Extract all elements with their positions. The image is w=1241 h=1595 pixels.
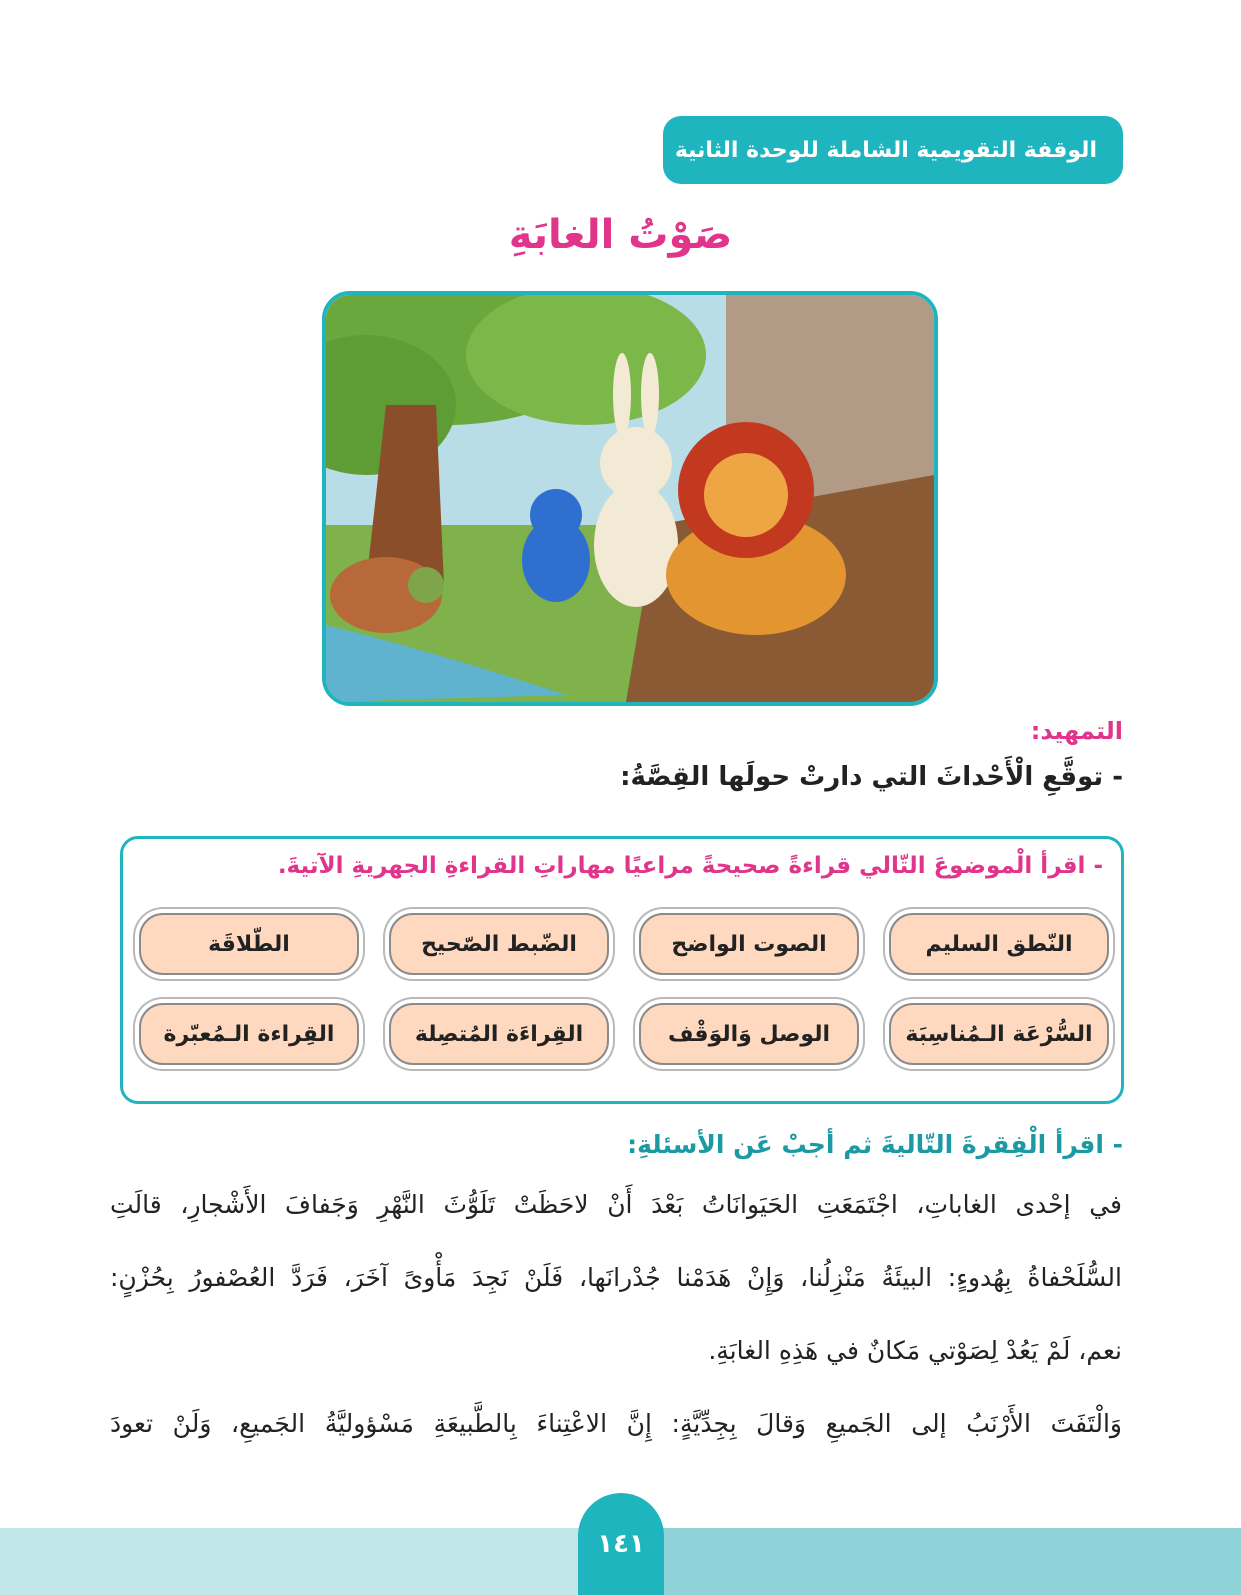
skill-item: النّطق السليم — [889, 913, 1109, 975]
skill-item: السُّرْعَة الـمُناسِبَة — [889, 1003, 1109, 1065]
skill-item: الطّلاقَة — [139, 913, 359, 975]
reading-instruction: - اقرأ الْفِقرةَ التّاليةَ ثم أجبْ عَن الأسئلةِ: — [627, 1130, 1123, 1159]
skills-instruction: - اقرأ الْموضوعَ التّالي قراءةً صحيحةً مراعيًا مهاراتِ القراءةِ الجهريةِ الآتيةَ. — [277, 853, 1103, 879]
skill-item: الصوت الواضح — [639, 913, 859, 975]
story-paragraph-line: في إحْدى الغاباتِ، اجْتَمَعَتِ الحَيَوانَاتُ بَعْدَ أَنْ لاحَظَتْ تَلَوُّثَ النَّهْرِ وَجَفافَ الأَشْجارِ، قالَتِ — [110, 1190, 1122, 1219]
unit-banner — [663, 116, 1123, 184]
skill-item: الوصل وَالوَقْف — [639, 1003, 859, 1065]
lesson-title: صَوْتُ الغابَةِ — [508, 212, 733, 258]
story-paragraph-line: نعم، لَمْ يَعُدْ لِصَوْتي مَكانٌ في هَذِهِ الغابَةِ. — [708, 1336, 1122, 1365]
skill-item: القِراءة الـمُعبّرة — [139, 1003, 359, 1065]
page-number: ١٤١ — [578, 1493, 664, 1595]
unit-banner-text: الوقفة التقويمية الشاملة للوحدة الثانية — [674, 137, 1097, 163]
reading-skills-box — [120, 836, 1124, 1104]
story-paragraph-line: السُّلَحْفاةُ بِهُدوءٍ: البيئَةُ مَنْزِلُنا، وَإِنْ هَدَمْنا جُدْرانَها، فَلَنْ نَجِدَ مَأْوىً آخَرَ، فَرَدَّ العُصْفورُ بِحُزْنٍ: — [110, 1263, 1122, 1292]
intro-label: التمهيد: — [1030, 717, 1123, 745]
forest-animals-illustration — [326, 295, 934, 702]
story-paragraph-line: وَالْتَفَتَ الأَرْنَبُ إلى الجَميعِ وَقالَ بِجِدِّيَّةٍ: إِنَّ الاعْتِناءَ بِالطَّبيعَةِ مَسْؤوليَّةُ الجَميعِ، وَلَنْ تعودَ — [110, 1409, 1122, 1438]
story-illustration — [322, 291, 938, 706]
skill-item: القِراءَة المُتصِلة — [389, 1003, 609, 1065]
prediction-prompt: - توقَّعِ الْأَحْداثَ التي دارتْ حولَها القِصَّةُ: — [620, 762, 1123, 792]
skill-item: الضّبط الصّحيح — [389, 913, 609, 975]
footer-band-accent — [660, 1528, 1241, 1595]
